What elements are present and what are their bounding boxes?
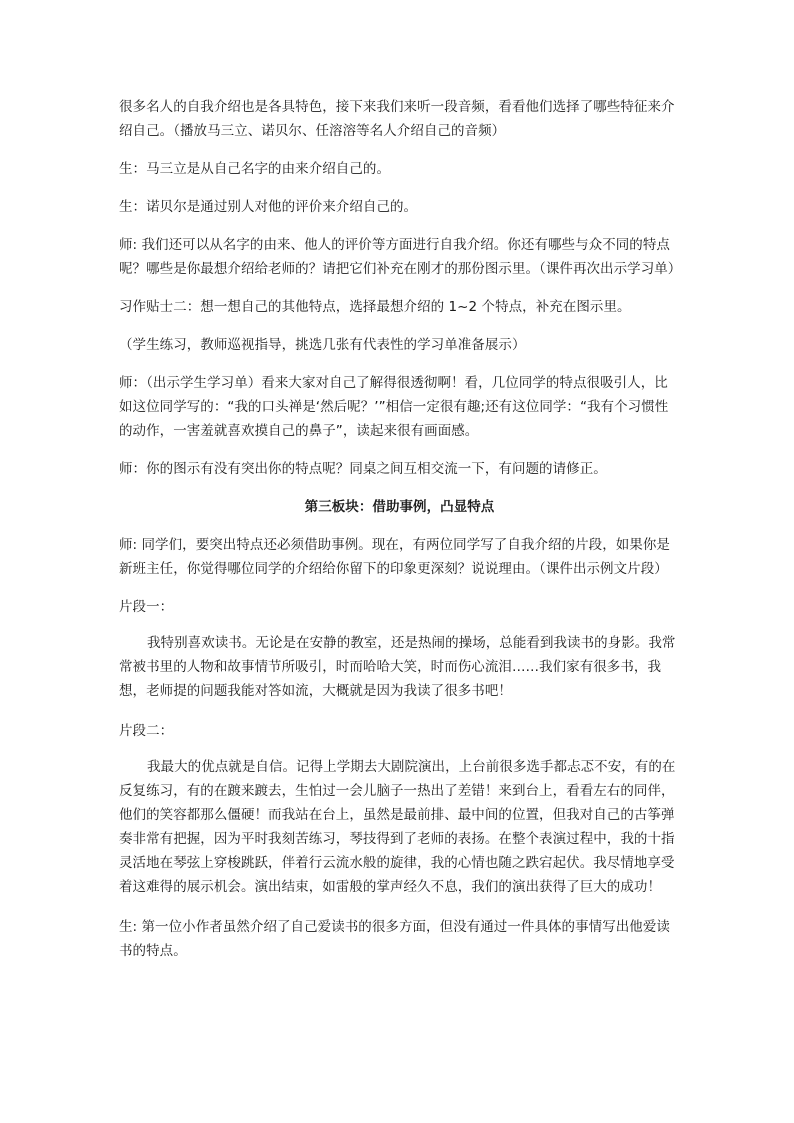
section-heading: 第三板块：借助事例，凸显特点 — [304, 499, 495, 515]
paragraph-teacher-3: 师：你的图示有没有突出你的特点呢？同桌之间互相交流一下，有问题的请修正。 — [119, 461, 607, 477]
paragraph-intro: 很多名人的自我介绍也是各具特色，接下来我们来听一段音频，看看他们选择了哪些特征来介绍自己。（播放马三立、诺贝尔、任溶溶等名人介绍自己的音频） — [119, 99, 675, 139]
paragraph-teacher-4: 师: 同学们，要突出特点还必须借助事例。现在，有两位同学写了自我介绍的片段，如果你是新班主任，你觉得哪位同学的介绍给你留下的印象更深刻？说说理由。（课件出示例文片段） — [119, 537, 670, 577]
excerpt-2: 我最大的优点就是自信。记得上学期去大剧院演出，上台前很多选手都忐忑不安，有的在反复练习，有的在踱来踱去，生怕过一会儿脑子一热出了差错！来到台上，看看左右的同伴，他们的笑容都那么僵硬！而我站在台上，虽然是最前排、最中间的位置，但我对自己的古筝弹奏非常有把握，因为平时我刻苦练习，琴技得到了老师的表扬。在整个表演过程中，我的十指灵活地在琴弦上穿梭跳跃，伴着行云流水般的旋律，我的心情也随之跌宕起伏。我尽情地享受着这难得的展示机会。演出结束，如雷般的掌声经久不息，我们的演出获得了巨大的成功！ — [119, 759, 676, 895]
excerpt-label-2: 片段二： — [119, 723, 174, 739]
paragraph-student-2: 生：诺贝尔是通过别人对他的评价来介绍自己的。 — [119, 199, 418, 215]
excerpt-1: 我特别喜欢读书。无论是在安静的教室，还是热闹的操场，总能看到我读书的身影。我常常被书里的人物和故事情节所吸引，时而哈哈大笑，时而伤心流泪……我们家有很多书，我想，老师提的问题我能对答如流，大概就是因为我读了很多书吧！ — [119, 635, 676, 699]
paragraph-student-1: 生：马三立是从自己名字的由来介绍自己的。 — [119, 161, 390, 177]
paragraph-teacher-1: 师: 我们还可以从名字的由来、他人的评价等方面进行自我介绍。你还有哪些与众不同的特点呢？哪些是你最想介绍给老师的？请把它们补充在刚才的那份图示里。（课件再次出示学习单） — [119, 237, 682, 277]
paragraph-activity-note: （学生练习，教师巡视指导，挑选几张有代表性的学习单准备展示） — [119, 337, 526, 353]
paragraph-student-3: 生: 第一位小作者虽然介绍了自己爱读书的很多方面，但没有通过一件具体的事情写出他爱读书的特点。 — [119, 919, 670, 959]
paragraph-writing-tip: 习作贴士二：想一想自己的其他特点，选择最想介绍的 1~2 个特点，补充在图示里。 — [119, 299, 631, 315]
paragraph-teacher-2: 师：（出示学生学习单）看来大家对自己了解得很透彻啊！看，几位同学的特点很吸引人，比如这位同学写的：“我的口头禅是‘然后呢？’”相信一定很有趣;还有这位同学：“我有个习惯性的动作，一害羞就喜欢摸自己的鼻子”，读起来很有画面感。 — [119, 375, 669, 439]
excerpt-label-1: 片段一： — [119, 599, 174, 615]
